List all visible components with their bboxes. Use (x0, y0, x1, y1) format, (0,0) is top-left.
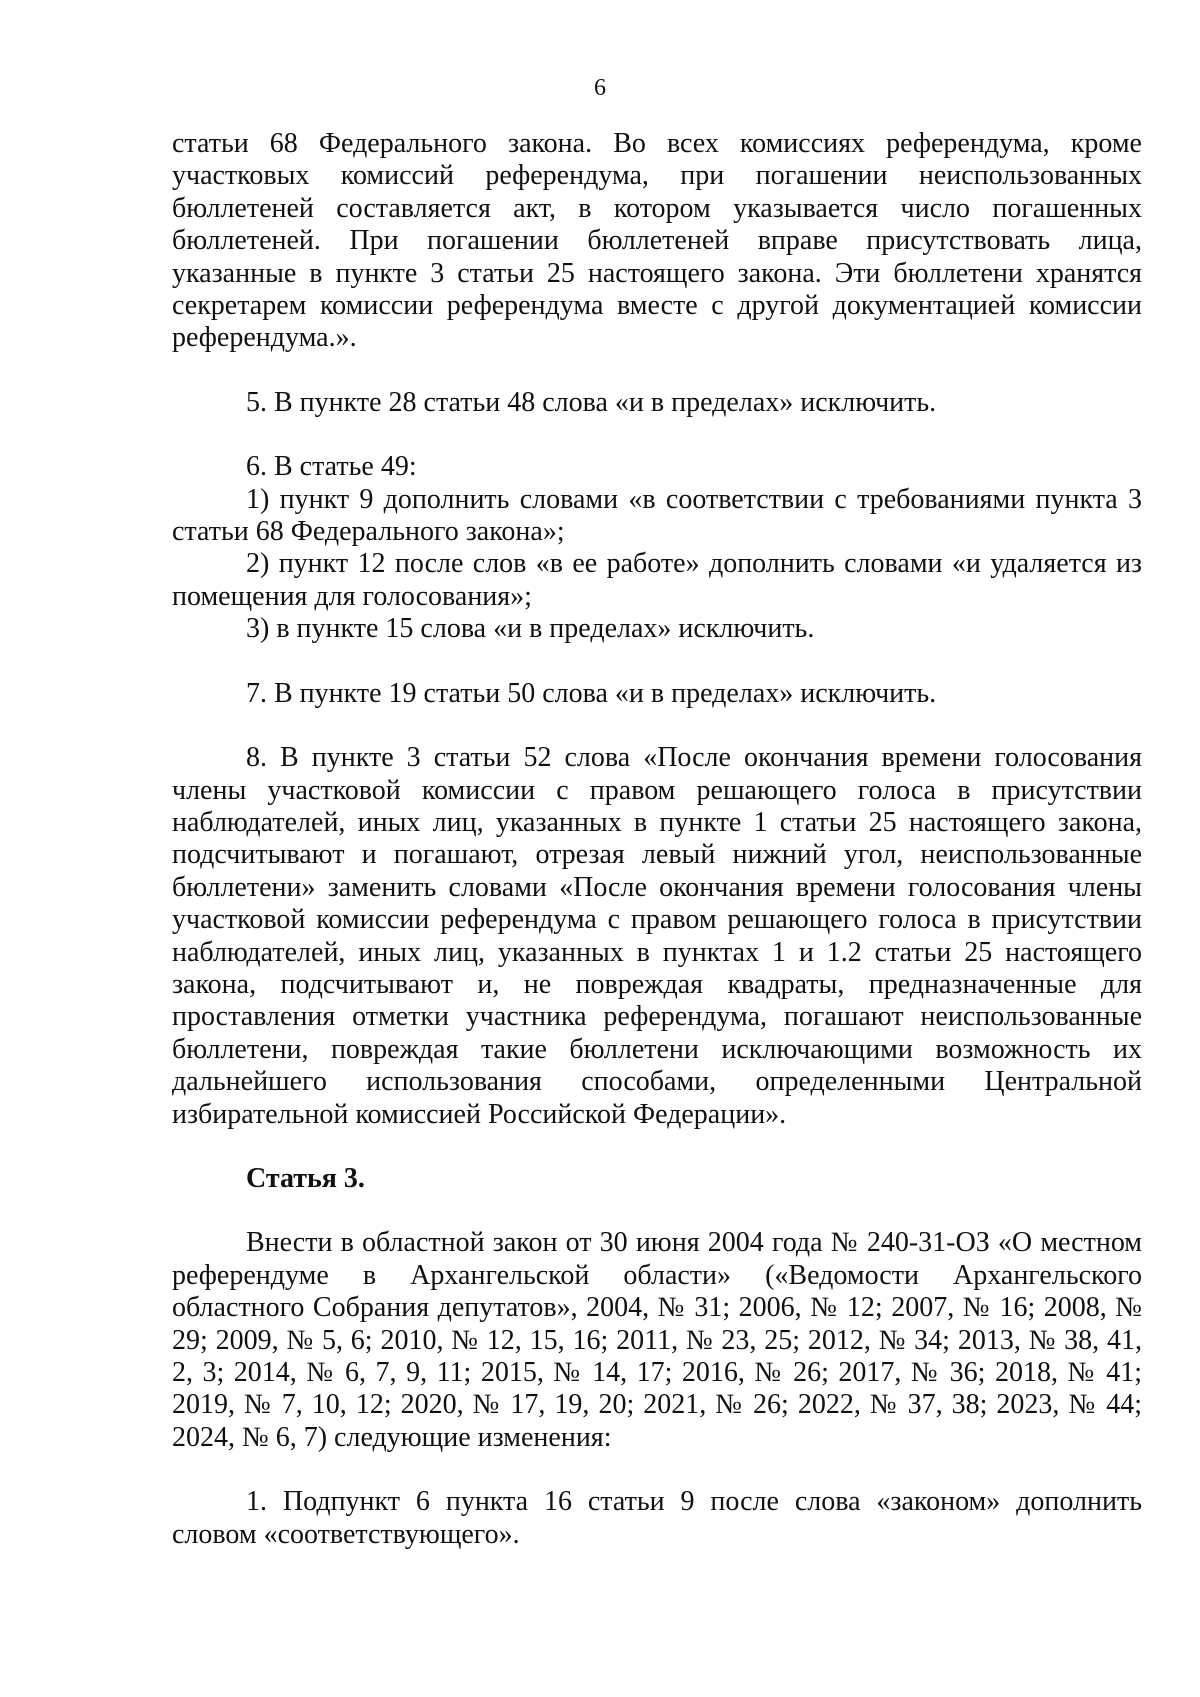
article-3-item-1: 1. Подпункт 6 пункта 16 статьи 9 после слова «законом» дополнить словом «соответствующего». (172, 1486, 1142, 1550)
page-number: 6 (594, 75, 606, 101)
article-3-intro: Внести в областной закон от 30 июня 2004 года № 240-31-ОЗ «О местном референдуме в Архангельской области» («Ведомости Архангельского областного Собрания депутатов», 2004, № 31; 2006, № 12; 2007, № 16; 2008, № 29; 2009, № 5, 6; 2010, № 12, 15, 16; 2011, № 23, 25; 2012, № 34; 2013, № 38, 41, 2, 3; 2014, № 6, 7, 9, 11; 2015, № 14, 17; 2016, № 26; 2017, № 36; 2018, № 41; 2019, № 7, 10, 12; 2020, № 17, 19, 20; 2021, № 26; 2022, № 37, 38; 2023, № 44; 2024, № 6, 7) следующие изменения: (172, 1227, 1142, 1453)
article-3-heading: Статья 3. (246, 1162, 365, 1194)
subitem-6-3: 3) в пункте 15 слова «и в пределах» исключить. (246, 613, 815, 645)
paragraph-item-5: 5. В пункте 28 статьи 48 слова «и в пределах» исключить. (246, 386, 937, 418)
paragraph-item-7: 7. В пункте 19 статьи 50 слова «и в пределах» исключить. (246, 677, 937, 709)
subitem-6-2: 2) пункт 12 после слов «в ее работе» дополнить словами «и удаляется из помещения для голосования»; (172, 548, 1142, 612)
subitem-6-1: 1) пункт 9 дополнить словами «в соответствии с требованиями пункта 3 статьи 68 Федерального закона»; (172, 483, 1142, 548)
paragraph-continuation: статьи 68 Федерального закона. Во всех комиссиях референдума, кроме участковых комиссий референдума, при погашении неиспользованных бюллетеней составляется акт, в котором указывается число погашенных бюллетеней. При погашении бюллетеней вправе присутствовать лица, указанные в пункте 3 статьи 25 настоящего закона. Эти бюллетени хранятся секретарем комиссии референдума вместе с другой документацией комиссии референдума.». (172, 128, 1142, 354)
paragraph-item-8: 8. В пункте 3 статьи 52 слова «После окончания времени голосования члены участковой комиссии с правом решающего голоса в присутствии наблюдателей, иных лиц, указанных в пункте 1 статьи 25 настоящего закона, подсчитывают и погашают, отрезая левый нижний угол, неиспользованные бюллетени» заменить словами «После окончания времени голосования члены участковой комиссии референдума с правом решающего голоса в присутствии наблюдателей, иных лиц, указанных в пунктах 1 и 1.2 статьи 25 настоящего закона, подсчитывают и, не повреждая квадраты, предназначенные для проставления отметки участника референдума, погашают неиспользованные бюллетени, повреждая такие бюллетени исключающими возможность их дальнейшего использования способами, определенными Центральной избирательной комиссией Российской Федерации». (172, 742, 1142, 1130)
document-body (172, 128, 1142, 1551)
paragraph-item-6: 6. В статье 49: (246, 451, 417, 483)
